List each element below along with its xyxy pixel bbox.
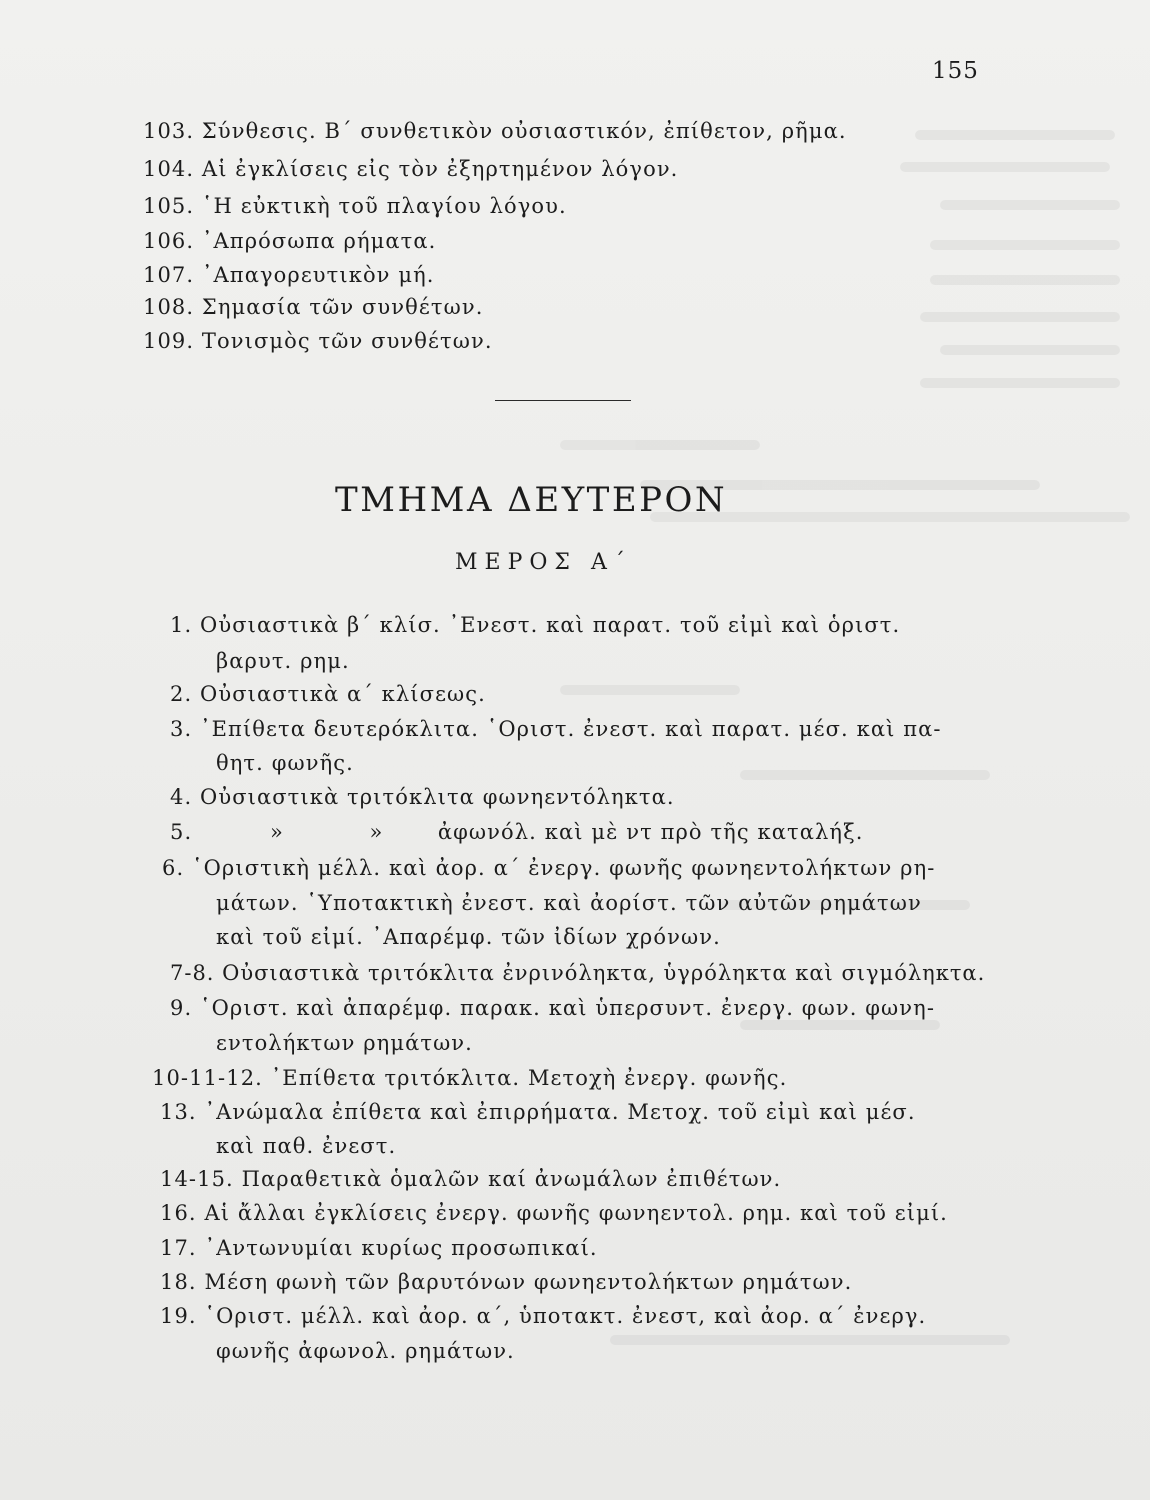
list-item: 14-15. Παραθετικὰ ὁμαλῶν καί ἀνωμάλων ἐπιθέτων.: [160, 1167, 782, 1191]
page-number: 155: [932, 58, 979, 84]
list-item: 5. » » ἀφωνόλ. καὶ μὲ ντ πρὸ τῆς καταλήξ.: [170, 820, 864, 844]
list-item: 17. ᾿Αντωνυμίαι κυρίως προσωπικαί.: [160, 1236, 598, 1260]
list-item: 109. Τονισμὸς τῶν συνθέτων.: [143, 329, 493, 353]
list-item: 2. Οὐσιαστικὰ α΄ κλίσεως.: [170, 682, 486, 706]
list-item: 10-11-12. ᾿Επίθετα τριτόκλιτα. Μετοχὴ ἐνεργ. φωνῆς.: [152, 1066, 788, 1090]
list-item: 3. ᾿Επίθετα δευτερόκλιτα. ῾Οριστ. ἐνεστ. καὶ παρατ. μέσ. καὶ πα-: [170, 717, 942, 741]
part-title: ΜΕΡΟΣ Α΄: [455, 550, 632, 575]
list-item: 7-8. Οὐσιαστικὰ τριτόκλιτα ἐνρινόληκτα, ὑγρόληκτα καὶ σιγμόληκτα.: [170, 961, 986, 985]
list-item: 107. ᾿Απαγορευτικὸν μή.: [143, 263, 435, 287]
list-item-continuation: φωνῆς ἀφωνολ. ρημάτων.: [216, 1339, 515, 1363]
section-title: ΤΜΗΜΑ ΔΕΥΤΕΡΟΝ: [335, 480, 728, 520]
list-item: 18. Μέση φωνὴ τῶν βαρυτόνων φωνηεντολήκτων ρημάτων.: [160, 1270, 853, 1294]
list-item: 106. ᾿Απρόσωπα ρήματα.: [143, 229, 437, 253]
list-item-continuation: θητ. φωνῆς.: [216, 751, 354, 775]
list-item-continuation: μάτων. ῾Υποτακτικὴ ἐνεστ. καὶ ἀορίστ. τῶν αὐτῶν ρημάτων: [216, 891, 922, 915]
list-item: 6. ῾Οριστικὴ μέλλ. καὶ ἀορ. α΄ ἐνεργ. φωνῆς φωνηεντολήκτων ρη-: [162, 856, 936, 880]
list-item: 19. ῾Οριστ. μέλλ. καὶ ἀορ. α΄, ὑποτακτ. ἐνεστ, καὶ ἀορ. α΄ ἐνεργ.: [160, 1304, 927, 1328]
list-item: 4. Οὐσιαστικὰ τριτόκλιτα φωνηεντόληκτα.: [170, 785, 675, 809]
list-item: 16. Αἱ ἄλλαι ἐγκλίσεις ἐνεργ. φωνῆς φωνηεντολ. ρημ. καὶ τοῦ εἰμί.: [160, 1201, 948, 1225]
section-divider: [495, 400, 631, 401]
list-item-continuation: εντολήκτων ρημάτων.: [216, 1031, 473, 1055]
list-item-continuation: καὶ παθ. ἐνεστ.: [216, 1134, 397, 1158]
list-item: 1. Οὐσιαστικὰ β΄ κλίσ. ᾿Ενεστ. καὶ παρατ. τοῦ εἰμὶ καὶ ὁριστ.: [170, 613, 901, 637]
list-item: 9. ῾Οριστ. καὶ ἀπαρέμφ. παρακ. καὶ ὑπερσυντ. ἐνεργ. φων. φωνη-: [170, 996, 936, 1020]
list-item: 13. ᾿Ανώμαλα ἐπίθετα καὶ ἐπιρρήματα. Μετοχ. τοῦ εἰμὶ καὶ μέσ.: [160, 1100, 916, 1124]
list-item: 103. Σύνθεσις. Β΄ συνθετικὸν οὐσιαστικόν, ἐπίθετον, ρῆμα.: [143, 119, 847, 143]
list-item: 105. ῾Η εὐκτικὴ τοῦ πλαγίου λόγου.: [143, 194, 567, 218]
list-item: 104. Αἱ ἐγκλίσεις εἰς τὸν ἐξηρτημένον λόγον.: [143, 157, 679, 181]
list-item-continuation: καὶ τοῦ εἰμί. ᾿Απαρέμφ. τῶν ἰδίων χρόνων.: [216, 925, 721, 949]
list-item: 108. Σημασία τῶν συνθέτων.: [143, 295, 484, 319]
list-item-continuation: βαρυτ. ρημ.: [216, 649, 350, 673]
